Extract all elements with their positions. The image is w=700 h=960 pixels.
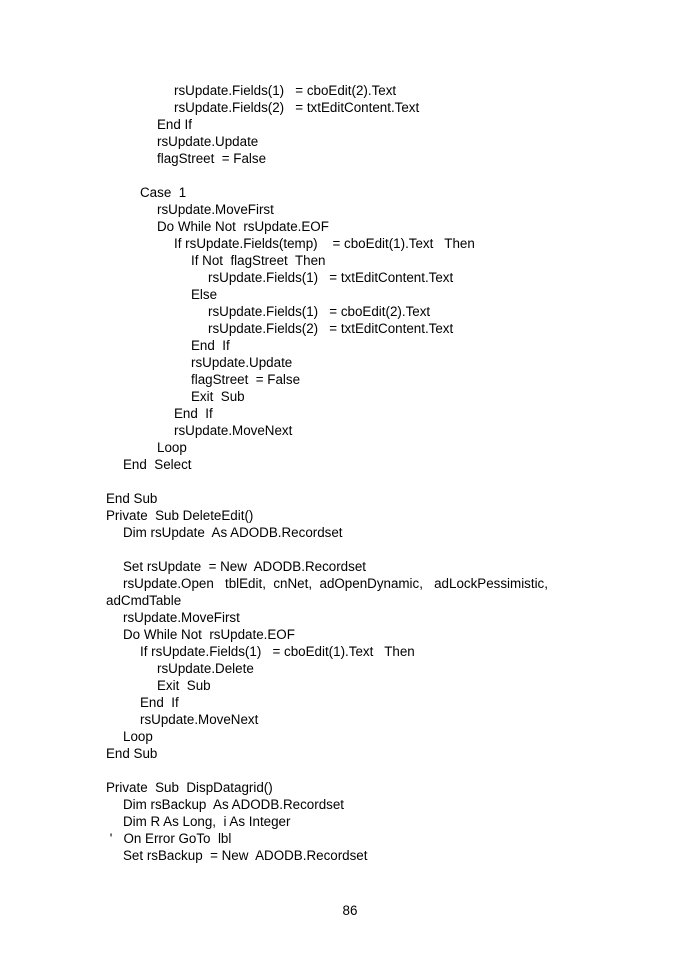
code-line: Case 1: [140, 185, 187, 200]
code-line: rsUpdate.MoveNext: [174, 423, 293, 438]
code-line: rsUpdate.MoveNext: [140, 712, 259, 727]
code-line: If Not flagStreet Then: [191, 253, 326, 268]
code-line: flagStreet = False: [157, 151, 267, 166]
code-line: End Sub: [106, 746, 158, 761]
code-line: flagStreet = False: [191, 372, 301, 387]
code-line: End If: [140, 695, 179, 710]
code-line: Dim rsBackup As ADODB.Recordset: [123, 797, 345, 812]
code-line: End If: [157, 117, 192, 132]
code-line: Set rsBackup = New ADODB.Recordset: [123, 848, 368, 863]
code-line: rsUpdate.Delete: [157, 661, 254, 676]
code-line: rsUpdate.Fields(2) = txtEditContent.Text: [208, 321, 454, 336]
code-line: Do While Not rsUpdate.EOF: [123, 627, 295, 642]
code-line: Loop: [157, 440, 187, 455]
code-line: If rsUpdate.Fields(temp) = cboEdit(1).Text Then: [174, 236, 475, 251]
code-line: Dim R As Long, i As Integer: [123, 814, 291, 829]
code-line: rsUpdate.Open tblEdit, cnNet, adOpenDynamic, adLockPessimistic,: [123, 576, 548, 591]
code-line: adCmdTable: [106, 593, 182, 608]
code-line: Exit Sub: [157, 678, 211, 693]
code-line: Set rsUpdate = New ADODB.Recordset: [123, 559, 366, 574]
code-line: Loop: [123, 729, 153, 744]
code-line: rsUpdate.Update: [157, 134, 259, 149]
code-line: End If: [174, 406, 213, 421]
code-line: End Select: [123, 457, 192, 472]
code-line: rsUpdate.Fields(2) = txtEditContent.Text: [174, 100, 420, 115]
code-line: Dim rsUpdate As ADODB.Recordset: [123, 525, 343, 540]
code-line: [106, 167, 626, 184]
code-line: [106, 473, 626, 490]
code-line: If rsUpdate.Fields(1) = cboEdit(1).Text Then: [140, 644, 415, 659]
page-number: 86: [342, 903, 358, 918]
code-line: rsUpdate.MoveFirst: [157, 202, 274, 217]
code-listing: [106, 82, 626, 864]
code-line: End If: [191, 338, 230, 353]
code-line: ' On Error GoTo lbl: [106, 831, 232, 846]
code-line: rsUpdate.MoveFirst: [123, 610, 240, 625]
code-line: rsUpdate.Fields(1) = cboEdit(2).Text: [174, 83, 397, 98]
code-line: rsUpdate.Fields(1) = cboEdit(2).Text: [208, 304, 431, 319]
code-line: Do While Not rsUpdate.EOF: [157, 219, 329, 234]
code-line: End Sub: [106, 491, 158, 506]
code-line: rsUpdate.Fields(1) = txtEditContent.Text: [208, 270, 454, 285]
code-line: [106, 762, 626, 779]
code-line: [106, 541, 626, 558]
code-line: Private Sub DispDatagrid(): [106, 780, 273, 795]
code-line: Else: [191, 287, 218, 302]
code-line: Exit Sub: [191, 389, 245, 404]
code-line: rsUpdate.Update: [191, 355, 293, 370]
code-line: Private Sub DeleteEdit(): [106, 508, 254, 523]
